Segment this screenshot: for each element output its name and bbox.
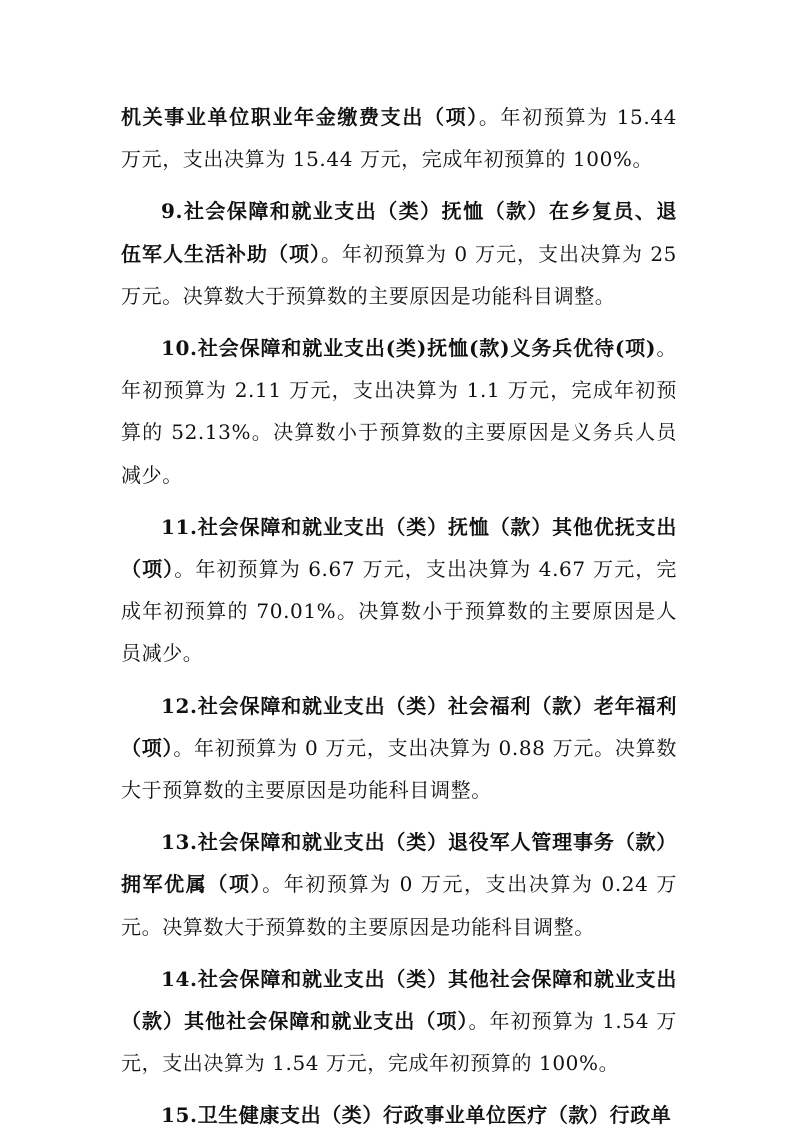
item-heading: 11.社会保障和就业支出（类）抚恤（款）其他优抚支出（项） [121,514,677,582]
paragraph-item-11 [121,506,677,675]
paragraph-item-9 [121,190,677,317]
item-text: 。年初预算为 1.54 万元，支出决算为 1.54 万元，完成年初预算的 100%。 [121,1009,678,1076]
item-text: 。年初预算为 0 万元，支出决算为 0.24 万元。决算数大于预算数的主要原因是功能科目调整。 [121,872,677,939]
document-body [121,96,677,1147]
item-text: 。年初预算为 6.67 万元，支出决算为 4.67 万元，完成年初预算的 70.01%。决算数小于预算数的主要原因是人员减少。 [121,557,677,666]
paragraph-item-12 [121,685,677,812]
paragraph-item-13 [121,821,677,948]
item-heading: 9.社会保障和就业支出（类）抚恤（款）在乡复员、退伍军人生活补助（项） [121,199,677,266]
item-text: 。年初预算为 0 万元，支出决算为 25 万元。决算数大于预算数的主要原因是功能科目调整。 [121,241,677,308]
paragraph-item-10 [121,327,677,496]
item-heading: 10.社会保障和就业支出(类)抚恤(款)义务兵优待(项) [161,336,657,361]
item-text: 。年初预算为 0 万元，支出决算为 0.88 万元。决算数大于预算数的主要原因是功能科目调整。 [121,735,677,803]
paragraph-item-15 [121,1094,677,1136]
item-heading: 14.社会保障和就业支出（类）其他社会保障和就业支出（款）其他社会保障和就业支出（项） [121,966,677,1034]
item-text: 。年初预算为 2.11 万元，支出决算为 1.1 万元，完成年初预算的 52.13%。决算数小于预算数的主要原因是义务兵人员减少。 [121,336,677,487]
item-text: 。年初预算为 15.44 万元，支出决算为 15.44 万元，完成年初预算的 100%。 [121,105,677,172]
paragraph-occupational-annuity [121,96,677,180]
item-heading: 机关事业单位职业年金缴费支出（项） [121,105,479,129]
item-heading: 12.社会保障和就业支出（类）社会福利（款）老年福利（项） [121,693,677,760]
item-heading: 15.卫生健康支出（类）行政事业单位医疗（款）行政单 [161,1103,672,1128]
item-heading: 13.社会保障和就业支出（类）退役军人管理事务（款）拥军优属（项） [121,830,677,897]
paragraph-item-14 [121,958,677,1085]
